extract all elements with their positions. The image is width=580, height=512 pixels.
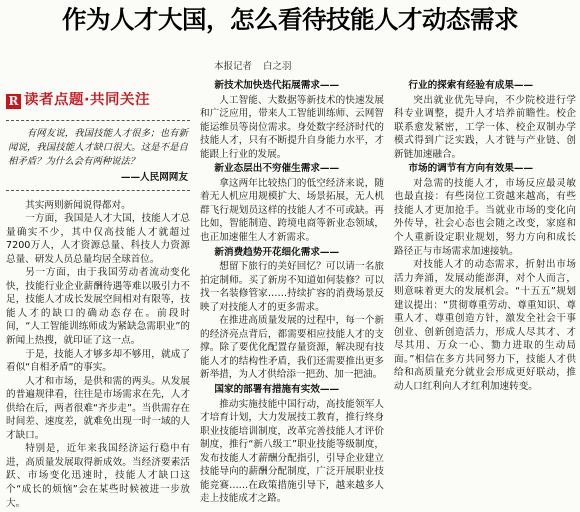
- article-column-3: [394, 78, 576, 510]
- article-body-2: [200, 79, 384, 506]
- paragraph: 人工智能、大数据等新技术的快速发展和广泛应用，带来人工智能训练师、云网智能运维员等岗位需求。身处数字经济时代的技能人才，只有不断提升自身能力水平，才能跟上行业的发展。: [200, 94, 384, 160]
- paragraph: 对急需的技能人才，市场反应最灵敏也最直接：有些岗位工资越来越高，有些技能人才更加抢手。当就业市场的变化向外传导，社会心态也会随之改变，家庭和个人重新设定职业规划，努力方向和成长路径正与市场需求加速接轨。: [394, 177, 576, 257]
- paragraph: 突出就业优先导向，不少院校进行学科专业调整，提升人才培养前瞻性。校企联系愈发紧密，工学一体、校企双制办学模式得到广泛实践，人才链与产业链、创新链加速融合。: [394, 94, 576, 160]
- paragraph: 拿这两年比较热门的低空经济来说，随着无人机应用规模扩大、场景拓展，无人机群飞行规划员这样的技能人才不可或缺。再比如，智能制造、跨境电商等新业态领域，也正加速催生人才新需求。: [200, 177, 384, 244]
- paragraph: 于是，技能人才够多却不够用，就成了看似“自相矛盾”的事实。: [6, 348, 190, 374]
- headline: 作为人才大国，怎么看待技能人才动态需求: [62, 5, 518, 34]
- article-column-1: [6, 92, 190, 510]
- section-subheading: 市场的调节有方向有效果——: [408, 163, 534, 175]
- paragraph: 人才和市场，是供和需的两头。从发展的普遍规律看，往往是市场需求在先，人才供给在后，两者很难“齐步走”。当供需存在时间差、速度差，就难免出现一时一域的人才缺口。: [6, 375, 190, 441]
- column-title: 读者点题·共同关注: [24, 92, 151, 109]
- reader-question: 有网友说，我国技能人才很多；也有新闻说，我国技能人才缺口很大。这是不是自相矛盾？为什么会有两种说法？: [8, 128, 188, 167]
- column-logo-icon: R: [6, 94, 21, 109]
- reader-question-box: [6, 120, 190, 191]
- byline: 本报记者 白之羽: [214, 61, 292, 72]
- section-subheading: 新业态层出不穷催生需求——: [214, 163, 340, 175]
- paragraph: 一方面，我国是人才大国，技能人才总量确实不少，其中仅高技能人才就超过7200万人，人才资源总量、科技人力资源总量、研发人员总量均居全球首位。: [6, 213, 190, 265]
- article-body-1: [6, 199, 190, 510]
- section-subheading: 行业的探索有经验有成果——: [408, 80, 534, 91]
- article-body-3: [394, 79, 576, 394]
- paragraph: 推动实施技能中国行动，高技能领军人才培育计划，大力发展技工教育，推行终身职业技能培训制度，改革完善技能人才评价制度，推行“新八级工”职业技能等级制度，发布技能人才薪酬分配指引，引导企业建立技能导向的薪酬分配制度，广泛开展职业技能竞赛……在政策措施引导下，越来越多人走上技能成才之路。: [200, 398, 384, 505]
- column-badge: [6, 92, 190, 110]
- paragraph: 对技能人才的动态需求，折射出市场活力奔涌，发展动能澎湃，对个人而言，则意味着更大的发展机会。“十五五”规划建议提出：“贯彻尊重劳动、尊重知识、尊重人才、尊重创造方针，激发全社会干事创业、创新创造活力，形成人尽其才、才尽其用、万众一心、勠力进取的生动局面。”相信在多方共同努力下，技能人才供给和高质量充分就业会形成更好联动，推动人口红利向人才红利加速转变。: [394, 259, 576, 393]
- paragraph: 特别是，近年来我国经济运行稳中有进，高质量发展取得新成效。当经济要素活跃、市场变化迅速时，技能人才缺口这个“成长的烦恼”会在某些时候被进一步放大。: [6, 443, 190, 509]
- paragraph: 在推进高质量发展的过程中，每一个新的经济亮点背后，都需要相应技能人才的支撑。除了要优化配置存量资源，解决现有技能人才的结构性矛盾，我们还需要推出更多新举措，为人才供给添一把劲、加一把油。: [200, 315, 384, 381]
- section-subheading: 新消费趋势开花细化需求——: [214, 246, 340, 258]
- section-subheading: 新技术加快迭代拓展需求——: [214, 80, 340, 91]
- section-subheading: 国家的部署有措施有实效——: [214, 384, 340, 396]
- paragraph: 其实两则新闻说得都对。: [25, 199, 131, 211]
- reader-signature: ——人民网网友: [120, 172, 188, 183]
- paragraph: 想留下旅行的美好回忆？可以请一名旅拍定制师。买了新房不知道如何装修？可以找一名装修管家……持续扩容的消费场景反映了对技能人才的更多需求。: [200, 261, 384, 313]
- article-column-2: [200, 78, 384, 510]
- paragraph: 另一方面，由于我国劳动者流动变化快，技能行业企业薪酬待遇等难以吸引力不足，技能人才成长发展空间相对有限等，技能人才的缺口的确动态存在。前段时间，“人工智能训练师成为紧缺急需职业”的新闻上热搜，就印证了这一点。: [6, 267, 190, 347]
